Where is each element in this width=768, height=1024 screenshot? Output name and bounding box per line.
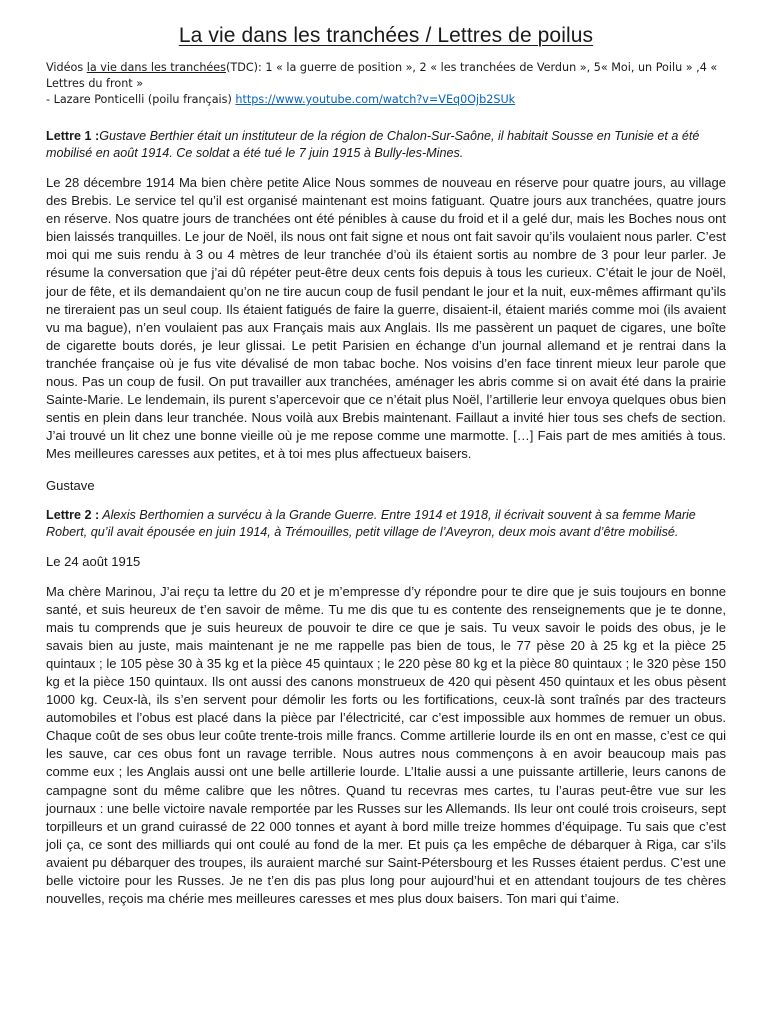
letter2-date: Le 24 août 1915 xyxy=(46,553,141,569)
letter2-label: Lettre 2 : xyxy=(46,507,100,522)
videos-list: (TDC): 1 « la guerre de position », 2 « les tranchées de Verdun », 5« Moi, un Poilu » ,4 « Lettres du front » xyxy=(46,61,718,90)
letter1-body: Le 28 décembre 1914 Ma bien chère petite Alice Nous sommes de nouveau en réserve pour quatre jours, au village des Brebis. Le service tel qu’il est organisé maintenant est moins fatiguant. Quatre jours aux tranchées, quatre jours en réserve. Nos quatre jours de tranchées ont été pénibles à cause du froid et il a gelé dur, mais les Boches nous ont bien laissés tranquilles. Le jour de Noël, ils nous ont fait signe et nous ont fait savoir qu’ils voulaient nous parler. C’est moi qui me suis rendu à 3 ou 4 mètres de leur tranchée d’où ils étaient sortis au nombre de 3 pour leur parler. Je résume la conversation que j’ai dû répéter peut-être deux cents fois depuis à tous les curieux. C’était le jour de Noël, jour de fête, et ils demandaient qu’on ne tire aucun coup de fusil pendant le jour et la nuit, eux-mêmes affirmant qu’ils ne tireraient pas un seul coup. Ils étaient fatigués de faire la guerre, disaient-il, étaient mariés comme moi (ils avaient vu ma bague), n’en voulaient pas aux Français mais aux Anglais. Ils me passèrent un paquet de cigares, une boîte de cigarette bouts dorés, je leur glissai. Le petit Parisien en échange d’un journal allemand et je rentrai dans la tranchée française où je fus vite dévalisé de mon tabac boche. Nos voisins d’en face tinrent mieux leur parole que nous. Pas un coup de fusil. On put travailler aux tranchées, aménager les abris comme si on avait été dans la prairie Sainte-Marie. Le lendemain, ils purent s’apercevoir que ce n’était plus Noël, l’artillerie leur envoya quelques obus bien sentis en plein dans leur tranchée. Nous voilà aux Brebis maintenant. Faillaut a invité hier tous ses chefs de section. J’ai trouvé un lit chez une bonne vieille où je me repose comme une marmotte. […] Fais part de mes amitiés à tous. Mes meilleures caresses aux petites, et à toi mes plus affectueux baisers. xyxy=(46,175,726,462)
letter1-label: Lettre 1 : xyxy=(46,129,100,143)
letter1-signature: Gustave xyxy=(46,477,95,493)
videos-section xyxy=(46,60,726,108)
letter2-description: Alexis Berthomien a survécu à la Grande Guerre. Entre 1914 et 1918, il écrivait souvent à sa femme Marie Robert, qu’il avait épousée en juin 1914, à Trémouilles, petit village de l’Aveyron, deux mois avant d’être mobilisé. xyxy=(46,507,696,539)
page-title: La vie dans les tranchées / Lettres de poilus xyxy=(178,24,594,47)
letter2-body: Ma chère Marinou, J’ai reçu ta lettre du 20 et je m’empresse d’y répondre pour te dire que je suis toujours en bonne santé, et suis heureux de t’en savoir de même. Tu me dis que tu es contente des renseignements que je te donne, mais tu comprends que je suis heureux de pouvoir te dire ce que je sais. Tu veux savoir le poids des obus, je le savais bien au juste, mais maintenant je ne me rappelle pas bien de tous, le 77 pèse 20 à 25 kg et la pièce 25 quintaux ; le 105 pèse 30 à 35 kg et la pièce 45 quintaux ; le 220 pèse 80 kg et la pièce 80 quintaux ; le 320 pèse 150 kg et la pièce 150 quintaux. Ils ont aussi des canons monstrueux de 420 qui pèsent 450 quintaux et les obus pèsent 1000 kg. Ceux-là, ils s’en servent pour démolir les forts ou les fortifications, ceux-là sont traînés par des tracteurs automobiles et l’obus est placé dans la pièce par l’électricité, car c’est impossible aux hommes de remuer un obus. Chaque coût de ses obus leur coûte trente-trois mille francs. Comme artillerie lourde ils en ont en masse, c’est ce qui les sauve, car ces obus font un ravage terrible. Nous autres nous commençons à en avoir beaucoup mais pas comme eux ; les Anglais aussi ont une belle artillerie lourde. L’Italie aussi a une puissante artillerie, leurs canons de campagne sont du même calibre que les nôtres. Quand tu recevras mes cartes, tu l’auras peut-être vue sur les journaux : une belle victoire navale remportée par les Russes sur les Allemands. Ils leur ont coulé trois croiseurs, sept torpilleurs et un grand cuirassé de 22 000 tonnes et ayant à bord mille treize hommes d’équipage. Tu sais que c’est joli ça, ce sont des milliards qui ont coulé au fond de la mer. Et puis ça les empêche de débarquer à Riga, car s’ils avaient pu débarquer des troupes, ils auraient marché sur Saint-Pétersbourg et les Russes étaient perdus. C’est une belle victoire pour les Russes. Je ne t’en dis pas plus long pour aujourd’hui et en attendant toujours de tes chères nouvelles, reçois ma chérie mes meilleures caresses et mes plus doux baisers. Ton mari qui t’aime. xyxy=(46,583,726,907)
letter1-description: Gustave Berthier était un instituteur de la région de Chalon-Sur-Saône, il habitait Sousse en Tunisie et a été mobilisé en août 1914. Ce soldat a été tué le 7 juin 1915 à Bully-les-Mines. xyxy=(46,129,700,160)
youtube-link[interactable]: https://www.youtube.com/watch?v=VEq0Ojb2SUk xyxy=(235,93,516,106)
ponticelli-label: - Lazare Ponticelli (poilu français) xyxy=(46,93,236,106)
ponticelli-line xyxy=(46,92,726,108)
videos-topic: la vie dans les tranchées xyxy=(86,61,226,74)
videos-prefix: Vidéos xyxy=(46,61,87,74)
videos-line xyxy=(46,60,726,92)
letter2-intro xyxy=(46,507,726,541)
letter1-intro xyxy=(46,128,726,162)
